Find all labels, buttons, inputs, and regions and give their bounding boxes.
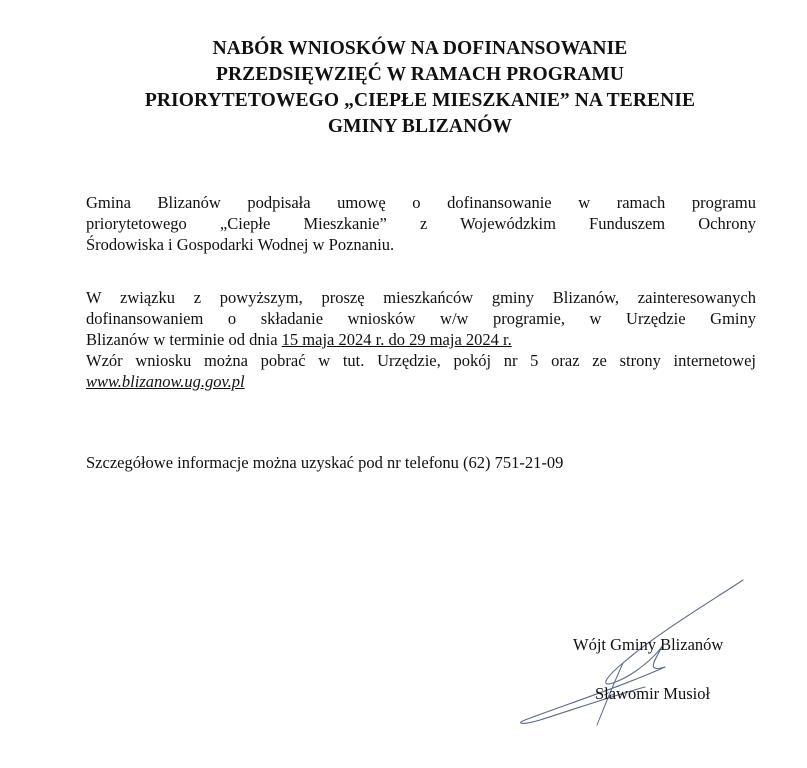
paragraph-agreement	[86, 192, 756, 255]
signatory-name: Sławomir Musioł	[595, 684, 711, 703]
paragraph-contact	[86, 452, 756, 473]
paragraph-application-call	[86, 287, 756, 392]
website-link[interactable]: www.blizanow.ug.gov.pl	[86, 372, 245, 391]
title-line-4: GMINY BLIZANÓW	[327, 116, 513, 137]
document-title	[60, 36, 780, 140]
paragraph-1-line-2: priorytetowego „Ciepłe Mieszkanie” z Wojewódzkim Funduszem Ochrony	[86, 214, 756, 233]
paragraph-1-line-3: Środowiska i Gospodarki Wodnej w Poznaniu.	[86, 235, 395, 254]
paragraph-2-line-1: W związku z powyższym, proszę mieszkańców gminy Blizanów, zainteresowanych	[86, 288, 756, 307]
title-line-2: PRZEDSIĘWZIĘĆ W RAMACH PROGRAMU	[215, 64, 625, 85]
paragraph-2-line-4: Wzór wniosku można pobrać w tut. Urzędzie, pokój nr 5 oraz ze strony internetowej	[86, 351, 756, 370]
deadline-prefix: Blizanów w terminie od dnia	[86, 330, 282, 349]
contact-line: Szczegółowe informacje można uzyskać pod nr telefonu (62) 751-21-09	[86, 453, 564, 472]
paragraph-2-line-3	[86, 329, 756, 350]
deadline-dates: 15 maja 2024 r. do 29 maja 2024 r.	[281, 330, 512, 349]
paragraph-2-line-5	[86, 371, 756, 392]
paragraph-2-line-2: dofinansowaniem o składanie wniosków w/w programie, w Urzędzie Gminy	[86, 309, 756, 328]
handwritten-signature	[505, 575, 765, 735]
title-line-3: PRIORYTETOWEGO „CIEPŁE MIESZKANIE” NA TERENIE	[144, 90, 696, 111]
title-line-1: NABÓR WNIOSKÓW NA DOFINANSOWANIE	[212, 38, 628, 59]
signatory-title: Wójt Gminy Blizanów	[573, 635, 724, 654]
paragraph-1-line-1: Gmina Blizanów podpisała umowę o dofinansowanie w ramach programu	[86, 193, 756, 212]
